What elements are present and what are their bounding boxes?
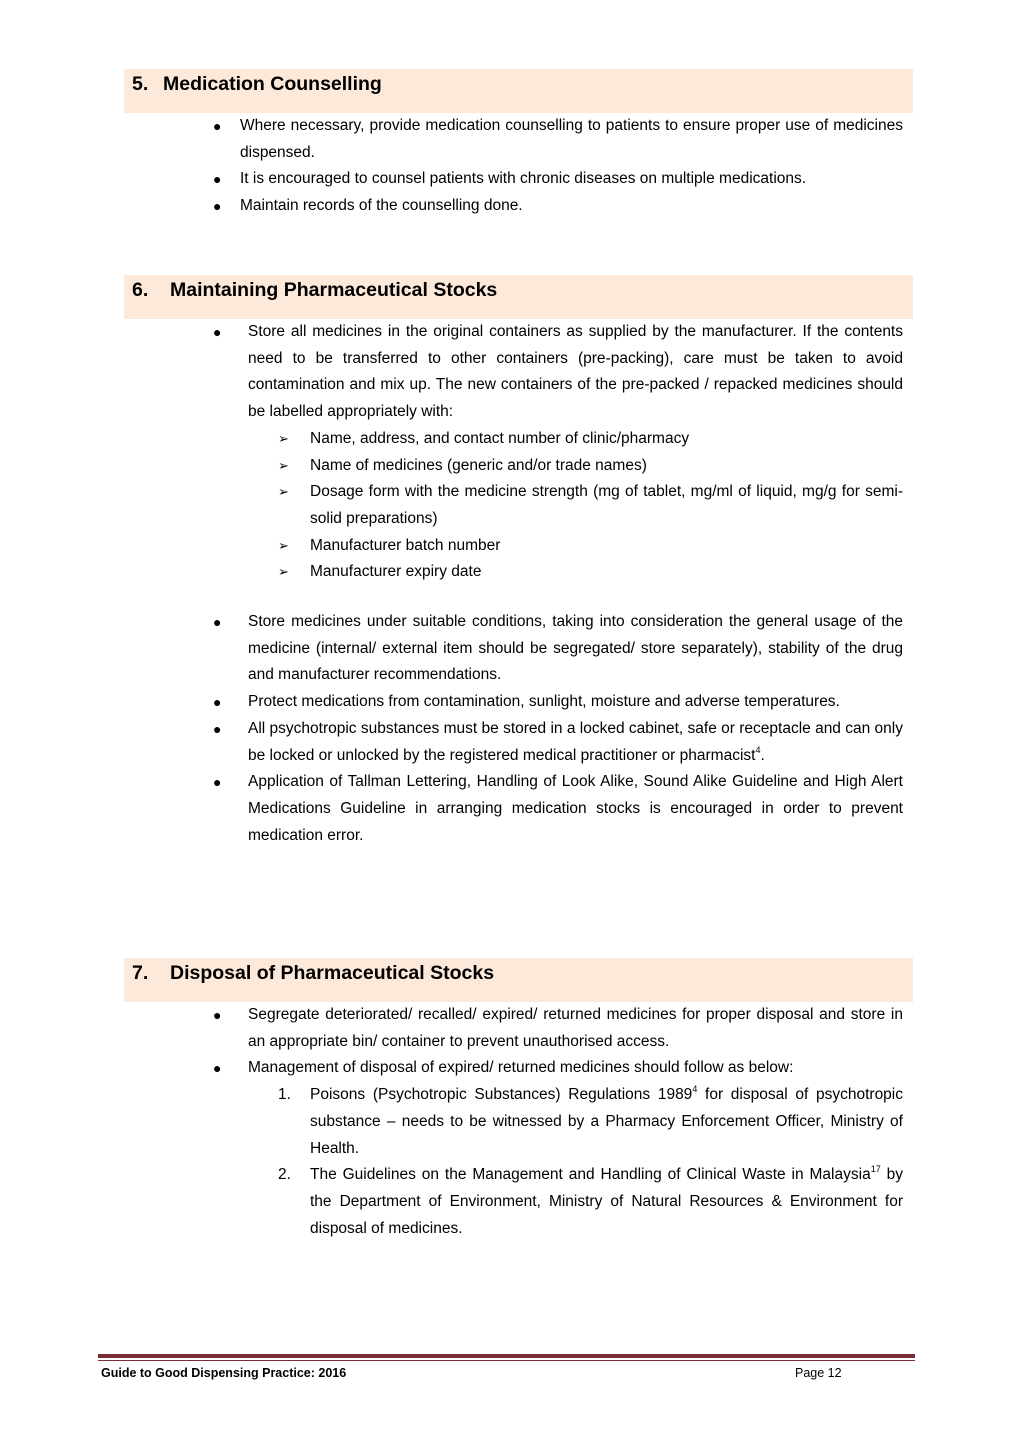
bullet-icon: ●	[213, 774, 222, 791]
section-7-list	[213, 1002, 903, 1242]
section-6-heading	[124, 275, 913, 319]
bullet-icon: ●	[213, 720, 222, 737]
section-number: 7.	[132, 962, 149, 984]
list-item: ● All psychotropic substances must be stored in a locked cabinet, safe or receptacle and can only be locked or unlocked by the registered medical practitioner or pharmacist$^4$.	[248, 716, 903, 769]
footer-divider-thin	[98, 1360, 915, 1361]
list-item: ● Where necessary, provide medication counselling to patients to ensure proper use of medicines dispensed.	[240, 113, 903, 166]
bullet-icon: ●	[213, 694, 222, 711]
section-title: Disposal of Pharmaceutical Stocks	[170, 962, 495, 984]
section-title: Medication Counselling	[163, 73, 382, 95]
section-6-list-b	[213, 609, 903, 849]
bullet-icon: ●	[213, 171, 222, 188]
list-item: ● It is encouraged to counsel patients with chronic diseases on multiple medications.	[240, 166, 903, 193]
list-item: ● Segregate deteriorated/ recalled/ expired/ returned medicines for proper disposal and store in an appropriate bin/ container to prevent unauthorised access.	[248, 1002, 903, 1055]
section-6-list-a	[213, 319, 903, 586]
list-item: ● Protect medications from contamination, sunlight, moisture and adverse temperatures.	[248, 689, 903, 716]
list-item: ● Maintain records of the counselling done.	[240, 193, 903, 220]
arrow-icon: ➢	[278, 537, 289, 553]
bullet-icon: ●	[213, 1060, 222, 1077]
section-number: 6.	[132, 279, 149, 301]
footer-page-number: Page 12	[795, 1366, 842, 1380]
list-item: ● Application of Tallman Lettering, Handling of Look Alike, Sound Alike Guideline and High Alert Medications Guideline in arranging medication stocks is encouraged in order to prevent medication error.	[248, 769, 903, 849]
arrow-icon: ➢	[278, 457, 289, 473]
bullet-icon: ●	[213, 1007, 222, 1023]
arrow-icon: ➢	[278, 430, 289, 446]
section-number: 5.	[132, 73, 149, 95]
list-item: ➢ Manufacturer expiry date	[248, 559, 903, 586]
footer-divider	[98, 1354, 915, 1358]
arrow-icon: ➢	[278, 484, 289, 500]
arrow-icon: ➢	[278, 564, 289, 580]
list-item: ➢ Name of medicines (generic and/or trade names)	[248, 453, 903, 480]
bullet-icon: ●	[213, 118, 222, 134]
list-item: ● Store medicines under suitable conditions, taking into consideration the general usage of the medicine (internal/ external item should be segregated/ store separately), stability of the drug and manufacturer recommendations.	[248, 609, 903, 689]
section-7-heading	[124, 958, 913, 1002]
list-item: ● Management of disposal of expired/ returned medicines should follow as below: 1. Poisons (Psychotropic Substances) Regulations 1989$^4$ for disposal of psychotropic substance – needs to be witnessed by a Pharmacy Enforcement Officer, Ministry of Health. 2. The Guidelines on the Management and Handling of Clinical Waste in Malaysia$^{17}$ by the Department of Environment, Ministry of Natural Resources & Environment for disposal of medicines.	[248, 1055, 903, 1242]
bullet-icon: ●	[213, 614, 222, 630]
list-item: 2. The Guidelines on the Management and Handling of Clinical Waste in Malaysia$^{17}$ by the Department of Environment, Ministry of Natural Resources & Environment for disposal of medicines.	[278, 1164, 903, 1237]
footer-document-title: Guide to Good Dispensing Practice: 2016	[101, 1366, 347, 1380]
bullet-icon: ●	[213, 198, 222, 215]
section-title: Maintaining Pharmaceutical Stocks	[170, 279, 498, 301]
section-5-heading	[124, 69, 913, 113]
disposal-regulations-list	[248, 1082, 903, 1242]
list-item: ➢ Dosage form with the medicine strength (mg of tablet, mg/ml of liquid, mg/g for semi-solid preparations)	[248, 479, 903, 532]
list-item: ● Store all medicines in the original containers as supplied by the manufacturer. If the contents need to be transferred to other containers (pre-packing), care must be taken to avoid contamination and mix up. The new containers of the pre-packed / repacked medicines should be labelled appropriately with: ➢ Name, address, and contact number of clinic/pharmacy ➢ Name of medicines (generic and/or trade names) ➢ Dosage form with the medicine strength (mg of tablet, mg/ml of liquid, mg/g for semi-solid preparations) ➢ Manufacturer batch number ➢ Manufacturer expiry date	[248, 319, 903, 586]
section-5-list	[213, 113, 903, 220]
list-item: ➢ Manufacturer batch number	[248, 533, 903, 560]
label-requirements-list	[248, 426, 903, 586]
list-item: ➢ Name, address, and contact number of clinic/pharmacy	[248, 426, 903, 453]
list-item: 1. Poisons (Psychotropic Substances) Regulations 1989$^4$ for disposal of psychotropic substance – needs to be witnessed by a Pharmacy Enforcement Officer, Ministry of Health.	[278, 1084, 903, 1157]
bullet-icon: ●	[213, 324, 222, 340]
